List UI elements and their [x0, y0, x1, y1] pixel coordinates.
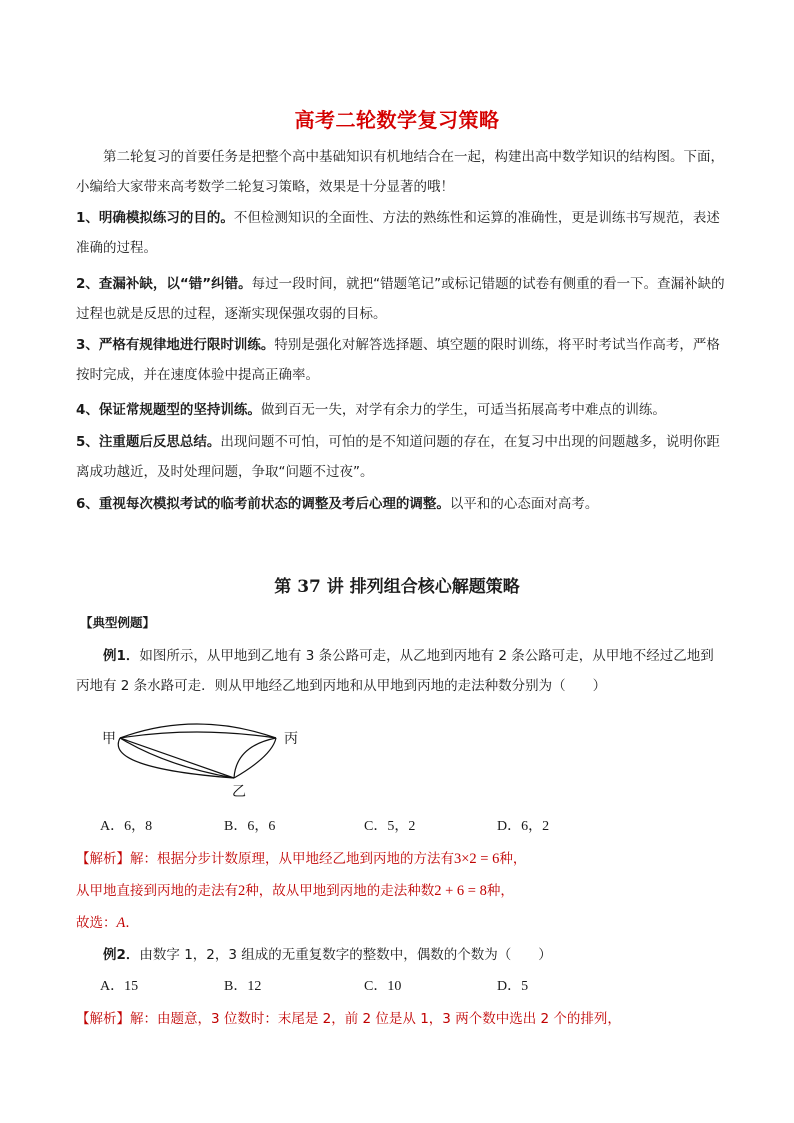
- ex1-answer-prefix: 故选：: [76, 915, 117, 931]
- strategy-2-lead: 2、查漏补缺，以“错”纠错。: [76, 276, 252, 292]
- strategy-1: [76, 203, 726, 263]
- strategy-5-lead: 5、注重题后反思总结。: [76, 434, 221, 450]
- strategy-3: [76, 330, 726, 390]
- ex1-answer-end: ．: [125, 915, 139, 931]
- ex1-unit-1: 种，: [499, 851, 527, 867]
- ex1-solution-line-2: [76, 879, 514, 900]
- road-5: [234, 738, 276, 778]
- waterway-lower: [120, 732, 276, 738]
- node-label-jia: 甲: [102, 731, 116, 747]
- example-1-stem: [76, 641, 726, 701]
- route-lines: [118, 724, 276, 778]
- strategy-4: [76, 395, 726, 425]
- strategy-5: [76, 427, 726, 487]
- ex2-option-c: C．10: [364, 979, 402, 994]
- strategy-2: [76, 269, 726, 329]
- ex1-solution-line-3: [76, 911, 139, 932]
- waterway-upper: [120, 724, 276, 738]
- ex1-unit-2: 种，: [486, 883, 514, 899]
- strategy-2-text: 每过一段时间，就把“错题笔记”或标记错题的试卷有侧重的看一下。查漏补缺的过程也就是反思的过程，逐渐实现保强攻弱的目标。: [76, 276, 725, 322]
- example-1-text: 如图所示，从甲地到乙地有 3 条公路可走，从乙地到丙地有 2 条公路可走，从甲地不经过乙地到丙地有 2 条水路可走．则从甲地经乙地到丙地和从甲地到丙地的走法种数分别为（ ）: [76, 648, 714, 694]
- example-2-label: 例2．: [103, 947, 140, 963]
- example-2-text: 由数字 1，2，3 组成的无重复数字的整数中，偶数的个数为（ ）: [139, 947, 552, 963]
- ex2-option-a: A．15: [100, 979, 139, 994]
- strategy-3-text: 特别是强化对解答选择题、填空题的限时训练，将平时考试当作高考，严格按时完成，并在速度体验中提高正确率。: [76, 337, 720, 383]
- ex1-solution-text-2b: 种，故从甲地到丙地的走法种数: [245, 883, 435, 899]
- ex1-option-d: D．6，2: [497, 819, 550, 834]
- ex1-option-b: B．6，6: [224, 819, 276, 834]
- strategy-4-text: 做到百无一失，对学有余力的学生，可适当拓展高考中难点的训练。: [260, 402, 666, 418]
- strategy-1-lead: 1、明确模拟练习的目的。: [76, 210, 234, 226]
- ex1-solution-text-2a: 从甲地直接到丙地的走法有: [76, 883, 238, 899]
- ex1-equation-2: 2 + 6 = 8: [434, 883, 487, 899]
- strategy-4-lead: 4、保证常规题型的坚持训练。: [76, 402, 261, 418]
- example-2-stem: [76, 940, 726, 970]
- ex2-option-d: D．5: [497, 979, 529, 994]
- strategy-6-lead: 6、重视每次模拟考试的临考前状态的调整及考后心理的调整。: [76, 496, 450, 512]
- ex2-option-b: B．12: [224, 979, 262, 994]
- ex1-option-c: C．5，2: [364, 819, 416, 834]
- ex1-answer: A: [116, 915, 126, 931]
- node-label-bing: 丙: [284, 731, 298, 747]
- ex1-solution-text-1: 解：根据分步计数原理，从甲地经乙地到丙地的方法有: [130, 851, 454, 867]
- ex2-solution-tag: 【解析】: [76, 1011, 130, 1027]
- section-tag: 【典型例题】: [80, 615, 156, 630]
- intro-paragraph: 第二轮复习的首要任务是把整个高中基础知识有机地结合在一起，构建出高中数学知识的结构图。下面，小编给大家带来高考数学二轮复习策略，效果是十分显著的哦！: [76, 149, 724, 195]
- page-title: 高考二轮数学复习策略: [294, 108, 500, 132]
- strategy-1-text: 不但检测知识的全面性、方法的熟练性和运算的准确性，更是训练书写规范，表述准确的过程。: [76, 210, 720, 256]
- example-1-label: 例1．: [103, 648, 140, 664]
- ex2-solution-text-1: 解：由题意，3 位数时：末尾是 2，前 2 位是从 1，3 两个数中选出 2 个的排列，: [130, 1011, 621, 1027]
- ex1-equation-1: 3×2 = 6: [454, 851, 500, 867]
- ex1-number-2: 2: [238, 883, 246, 899]
- strategy-6-text: 以平和的心态面对高考。: [449, 496, 599, 512]
- lecture-title: 第 37 讲 排列组合核心解题策略: [274, 577, 520, 597]
- ex1-option-a: A．6，8: [100, 819, 153, 834]
- strategy-6: [76, 489, 726, 519]
- node-label-yi: 乙: [232, 784, 246, 800]
- ex1-solution-tag: 【解析】: [76, 851, 130, 867]
- strategy-3-lead: 3、严格有规律地进行限时训练。: [76, 337, 275, 353]
- ex2-solution-line-1: [76, 1007, 621, 1027]
- route-diagram: [96, 716, 316, 802]
- strategy-5-text: 出现问题不可怕，可怕的是不知道问题的存在，在复习中出现的问题越多，说明你距离成功越近，及时处理问题，争取“问题不过夜”。: [76, 434, 720, 480]
- ex1-solution-line-1: [76, 847, 526, 868]
